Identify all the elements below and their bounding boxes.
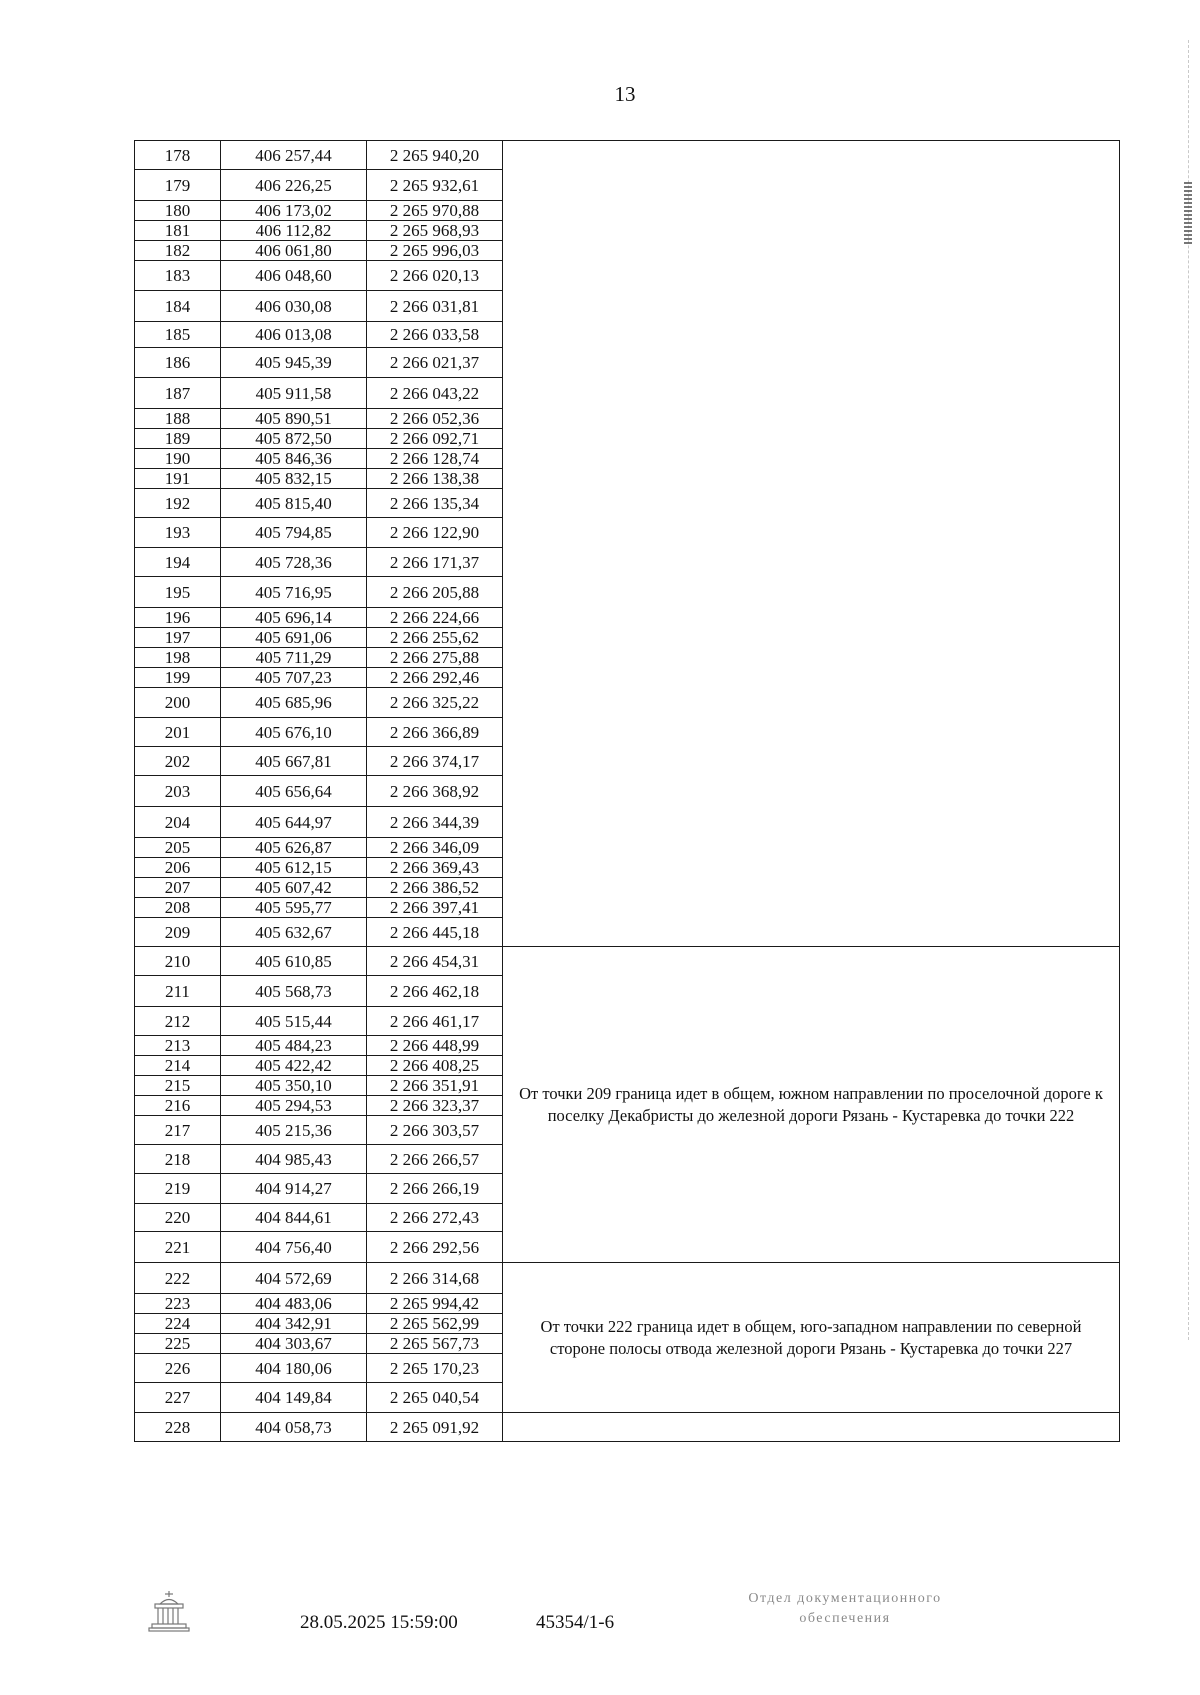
point-number-cell: 192: [135, 489, 221, 518]
x-coordinate-cell: 405 691,06: [221, 628, 367, 648]
y-coordinate-cell: 2 266 445,18: [367, 918, 503, 947]
x-coordinate-cell: 404 756,40: [221, 1232, 367, 1263]
point-number-cell: 181: [135, 221, 221, 241]
point-number-cell: 216: [135, 1096, 221, 1116]
y-coordinate-cell: 2 266 128,74: [367, 449, 503, 469]
boundary-description-cell: От точки 209 граница идет в общем, южном направлении по проселочной дороге к поселку Декабристы до железной дороги Рязань - Кустаревка до точки 222: [503, 947, 1120, 1263]
point-number-cell: 205: [135, 838, 221, 858]
x-coordinate-cell: 404 483,06: [221, 1294, 367, 1314]
x-coordinate-cell: 405 612,15: [221, 858, 367, 878]
y-coordinate-cell: 2 266 275,88: [367, 648, 503, 668]
y-coordinate-cell: 2 265 562,99: [367, 1314, 503, 1334]
x-coordinate-cell: 405 422,42: [221, 1056, 367, 1076]
y-coordinate-cell: 2 265 932,61: [367, 170, 503, 201]
x-coordinate-cell: 405 626,87: [221, 838, 367, 858]
point-number-cell: 202: [135, 747, 221, 776]
y-coordinate-cell: 2 266 325,22: [367, 688, 503, 718]
point-number-cell: 225: [135, 1334, 221, 1354]
x-coordinate-cell: 404 572,69: [221, 1263, 367, 1294]
point-number-cell: 218: [135, 1145, 221, 1174]
y-coordinate-cell: 2 266 346,09: [367, 838, 503, 858]
x-coordinate-cell: 405 667,81: [221, 747, 367, 776]
y-coordinate-cell: 2 266 408,25: [367, 1056, 503, 1076]
x-coordinate-cell: 406 030,08: [221, 291, 367, 322]
point-number-cell: 228: [135, 1413, 221, 1442]
y-coordinate-cell: 2 266 031,81: [367, 291, 503, 322]
x-coordinate-cell: 406 226,25: [221, 170, 367, 201]
x-coordinate-cell: 405 656,64: [221, 776, 367, 807]
point-number-cell: 178: [135, 141, 221, 170]
y-coordinate-cell: 2 266 462,18: [367, 976, 503, 1007]
x-coordinate-cell: 405 696,14: [221, 608, 367, 628]
x-coordinate-cell: 405 607,42: [221, 878, 367, 898]
y-coordinate-cell: 2 266 303,57: [367, 1116, 503, 1145]
x-coordinate-cell: 405 294,53: [221, 1096, 367, 1116]
x-coordinate-cell: 405 707,23: [221, 668, 367, 688]
point-number-cell: 190: [135, 449, 221, 469]
y-coordinate-cell: 2 266 092,71: [367, 429, 503, 449]
x-coordinate-cell: 406 061,80: [221, 241, 367, 261]
y-coordinate-cell: 2 266 052,36: [367, 409, 503, 429]
x-coordinate-cell: 405 350,10: [221, 1076, 367, 1096]
x-coordinate-cell: 404 149,84: [221, 1383, 367, 1413]
x-coordinate-cell: 405 815,40: [221, 489, 367, 518]
point-number-cell: 200: [135, 688, 221, 718]
point-number-cell: 179: [135, 170, 221, 201]
point-number-cell: 184: [135, 291, 221, 322]
x-coordinate-cell: 405 632,67: [221, 918, 367, 947]
x-coordinate-cell: 406 048,60: [221, 261, 367, 291]
footer-datetime: 28.05.2025 15:59:00: [300, 1612, 458, 1633]
point-number-cell: 211: [135, 976, 221, 1007]
point-number-cell: 196: [135, 608, 221, 628]
y-coordinate-cell: 2 266 368,92: [367, 776, 503, 807]
point-number-cell: 221: [135, 1232, 221, 1263]
x-coordinate-cell: 406 112,82: [221, 221, 367, 241]
y-coordinate-cell: 2 266 255,62: [367, 628, 503, 648]
point-number-cell: 209: [135, 918, 221, 947]
boundary-description-cell: От точки 222 граница идет в общем, юго-западном направлении по северной стороне полосы отвода железной дороги Рязань - Кустаревка до точки 227: [503, 1263, 1120, 1413]
stamp-line-2: обеспечения: [799, 1611, 891, 1626]
point-number-cell: 212: [135, 1007, 221, 1036]
y-coordinate-cell: 2 266 448,99: [367, 1036, 503, 1056]
y-coordinate-cell: 2 266 171,37: [367, 548, 503, 577]
y-coordinate-cell: 2 266 272,43: [367, 1204, 503, 1232]
point-number-cell: 188: [135, 409, 221, 429]
department-stamp: [700, 1589, 990, 1629]
point-number-cell: 191: [135, 469, 221, 489]
x-coordinate-cell: 405 890,51: [221, 409, 367, 429]
point-number-cell: 186: [135, 348, 221, 378]
boundary-description-cell: [503, 141, 1120, 947]
x-coordinate-cell: 406 257,44: [221, 141, 367, 170]
y-coordinate-cell: 2 266 122,90: [367, 518, 503, 548]
point-number-cell: 189: [135, 429, 221, 449]
y-coordinate-cell: 2 266 020,13: [367, 261, 503, 291]
point-number-cell: 199: [135, 668, 221, 688]
y-coordinate-cell: 2 265 994,42: [367, 1294, 503, 1314]
x-coordinate-cell: 405 215,36: [221, 1116, 367, 1145]
point-number-cell: 187: [135, 378, 221, 409]
x-coordinate-cell: 405 711,29: [221, 648, 367, 668]
point-number-cell: 204: [135, 807, 221, 838]
y-coordinate-cell: 2 266 138,38: [367, 469, 503, 489]
x-coordinate-cell: 406 013,08: [221, 322, 367, 348]
y-coordinate-cell: 2 266 386,52: [367, 878, 503, 898]
point-number-cell: 183: [135, 261, 221, 291]
point-number-cell: 224: [135, 1314, 221, 1334]
x-coordinate-cell: 404 342,91: [221, 1314, 367, 1334]
x-coordinate-cell: 405 484,23: [221, 1036, 367, 1056]
point-number-cell: 214: [135, 1056, 221, 1076]
coordinates-table: [134, 140, 1120, 1442]
y-coordinate-cell: 2 265 968,93: [367, 221, 503, 241]
x-coordinate-cell: 404 303,67: [221, 1334, 367, 1354]
y-coordinate-cell: 2 266 397,41: [367, 898, 503, 918]
table-row: [135, 1263, 1120, 1294]
point-number-cell: 210: [135, 947, 221, 976]
point-number-cell: 197: [135, 628, 221, 648]
point-number-cell: 206: [135, 858, 221, 878]
x-coordinate-cell: 406 173,02: [221, 201, 367, 221]
y-coordinate-cell: 2 266 461,17: [367, 1007, 503, 1036]
x-coordinate-cell: 405 728,36: [221, 548, 367, 577]
y-coordinate-cell: 2 265 567,73: [367, 1334, 503, 1354]
point-number-cell: 222: [135, 1263, 221, 1294]
point-number-cell: 227: [135, 1383, 221, 1413]
y-coordinate-cell: 2 266 366,89: [367, 718, 503, 747]
y-coordinate-cell: 2 265 091,92: [367, 1413, 503, 1442]
point-number-cell: 201: [135, 718, 221, 747]
x-coordinate-cell: 405 794,85: [221, 518, 367, 548]
x-coordinate-cell: 405 911,58: [221, 378, 367, 409]
point-number-cell: 194: [135, 548, 221, 577]
x-coordinate-cell: 404 914,27: [221, 1174, 367, 1204]
y-coordinate-cell: 2 266 043,22: [367, 378, 503, 409]
y-coordinate-cell: 2 266 344,39: [367, 807, 503, 838]
stamp-line-1: Отдел документационного: [748, 1591, 942, 1606]
y-coordinate-cell: 2 266 292,46: [367, 668, 503, 688]
x-coordinate-cell: 404 844,61: [221, 1204, 367, 1232]
x-coordinate-cell: 405 515,44: [221, 1007, 367, 1036]
x-coordinate-cell: 405 846,36: [221, 449, 367, 469]
y-coordinate-cell: 2 265 940,20: [367, 141, 503, 170]
point-number-cell: 220: [135, 1204, 221, 1232]
y-coordinate-cell: 2 265 170,23: [367, 1354, 503, 1383]
point-number-cell: 193: [135, 518, 221, 548]
x-coordinate-cell: 404 180,06: [221, 1354, 367, 1383]
x-coordinate-cell: 405 644,97: [221, 807, 367, 838]
x-coordinate-cell: 404 985,43: [221, 1145, 367, 1174]
x-coordinate-cell: 405 716,95: [221, 577, 367, 608]
y-coordinate-cell: 2 266 205,88: [367, 577, 503, 608]
y-coordinate-cell: 2 265 040,54: [367, 1383, 503, 1413]
y-coordinate-cell: 2 266 135,34: [367, 489, 503, 518]
y-coordinate-cell: 2 266 351,91: [367, 1076, 503, 1096]
y-coordinate-cell: 2 265 996,03: [367, 241, 503, 261]
point-number-cell: 198: [135, 648, 221, 668]
y-coordinate-cell: 2 266 292,56: [367, 1232, 503, 1263]
x-coordinate-cell: 405 595,77: [221, 898, 367, 918]
x-coordinate-cell: 405 568,73: [221, 976, 367, 1007]
point-number-cell: 195: [135, 577, 221, 608]
y-coordinate-cell: 2 266 266,19: [367, 1174, 503, 1204]
footer-document-number: 45354/1-6: [536, 1612, 615, 1633]
boundary-description-cell: [503, 1413, 1120, 1442]
point-number-cell: 217: [135, 1116, 221, 1145]
y-coordinate-cell: 2 266 033,58: [367, 322, 503, 348]
page-number: 13: [614, 82, 636, 106]
x-coordinate-cell: 405 685,96: [221, 688, 367, 718]
table-row: [135, 141, 1120, 170]
y-coordinate-cell: 2 266 323,37: [367, 1096, 503, 1116]
point-number-cell: 185: [135, 322, 221, 348]
scan-margin-mark: [1184, 182, 1192, 244]
point-number-cell: 213: [135, 1036, 221, 1056]
y-coordinate-cell: 2 265 970,88: [367, 201, 503, 221]
point-number-cell: 182: [135, 241, 221, 261]
y-coordinate-cell: 2 266 314,68: [367, 1263, 503, 1294]
x-coordinate-cell: 405 832,15: [221, 469, 367, 489]
x-coordinate-cell: 405 610,85: [221, 947, 367, 976]
point-number-cell: 203: [135, 776, 221, 807]
table-row: [135, 947, 1120, 976]
point-number-cell: 180: [135, 201, 221, 221]
point-number-cell: 223: [135, 1294, 221, 1314]
point-number-cell: 207: [135, 878, 221, 898]
y-coordinate-cell: 2 266 224,66: [367, 608, 503, 628]
point-number-cell: 226: [135, 1354, 221, 1383]
y-coordinate-cell: 2 266 369,43: [367, 858, 503, 878]
x-coordinate-cell: 405 945,39: [221, 348, 367, 378]
x-coordinate-cell: 405 872,50: [221, 429, 367, 449]
building-emblem-icon: [146, 1588, 192, 1634]
point-number-cell: 219: [135, 1174, 221, 1204]
x-coordinate-cell: 405 676,10: [221, 718, 367, 747]
y-coordinate-cell: 2 266 021,37: [367, 348, 503, 378]
point-number-cell: 208: [135, 898, 221, 918]
y-coordinate-cell: 2 266 454,31: [367, 947, 503, 976]
x-coordinate-cell: 404 058,73: [221, 1413, 367, 1442]
point-number-cell: 215: [135, 1076, 221, 1096]
y-coordinate-cell: 2 266 374,17: [367, 747, 503, 776]
table-row: [135, 1413, 1120, 1442]
y-coordinate-cell: 2 266 266,57: [367, 1145, 503, 1174]
